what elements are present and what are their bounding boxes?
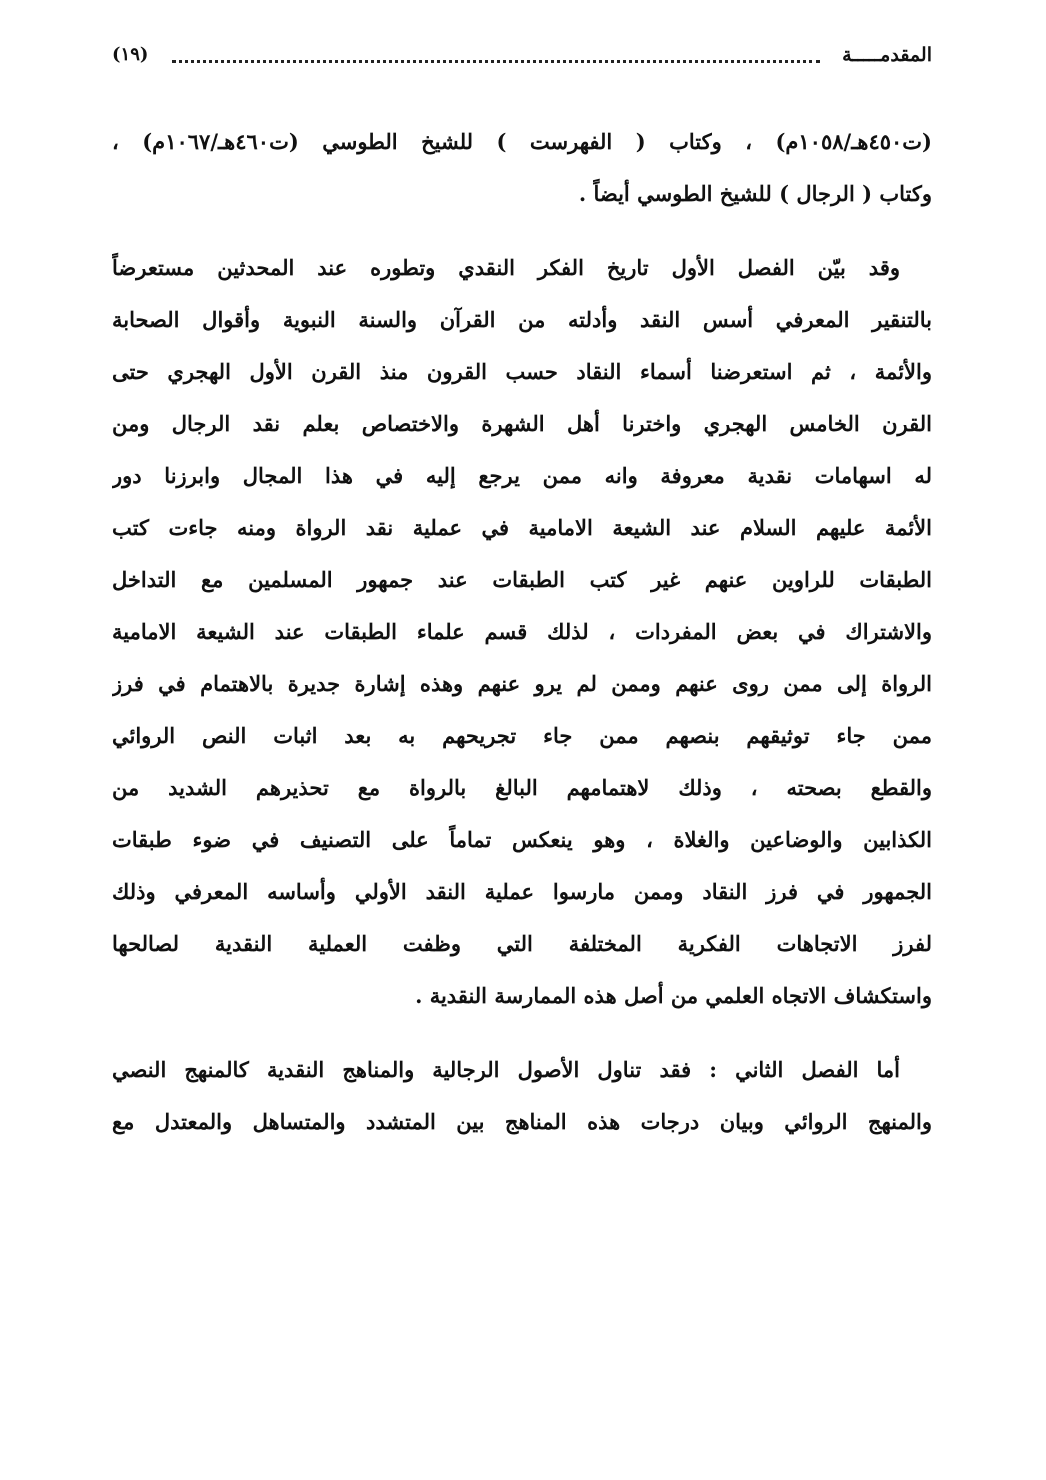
text-line: الكذابين والوضاعين والغلاة ، وهو ينعكس تماماً على التصنيف في ضوء طبقات xyxy=(112,827,932,852)
text-line: بالتنقير المعرفي أسس النقد وأدلته من القرآن والسنة النبوية وأقوال الصحابة xyxy=(112,307,932,332)
text-line: أما الفصل الثاني : فقد تناول الأصول الرجالية والمناهج النقدية كالمنهج النصي xyxy=(112,1057,900,1082)
paragraph-gap xyxy=(112,1022,932,1044)
paragraph-2 xyxy=(112,242,932,1022)
text-line: وكتاب ( الرجال ) للشيخ الطوسي أيضاً . xyxy=(578,181,932,206)
text-line: الطبقات للراوين عنهم غير كتب الطبقات عند جمهور المسلمين مع التداخل xyxy=(112,567,932,592)
page-number: (١٩) xyxy=(112,44,149,65)
text-line: الرواة إلى ممن روى عنهم وممن لم يرو عنهم وهذه إشارة جديرة بالاهتمام في فرز xyxy=(112,671,932,696)
text-line: له اسهامات نقدية معروفة وانه ممن يرجع إليه في هذا المجال وابرزنا دور xyxy=(112,463,932,488)
text-line: والقطع بصحته ، وذلك لاهتمامهم البالغ بالرواة مع تحذيرهم الشديد من xyxy=(112,775,932,800)
text-line: والاشتراك في بعض المفردات ، لذلك قسم علماء الطبقات عند الشيعة الامامية xyxy=(112,619,932,644)
text-line: الأئمة عليهم السلام عند الشيعة الامامية في عملية نقد الرواة ومنه جاءت كتب xyxy=(112,515,932,540)
text-line: لفرز الاتجاهات الفكرية المختلفة التي وظفت العملية النقدية لصالحها xyxy=(112,931,932,956)
text-line: والأئمة ، ثم استعرضنا أسماء النقاد حسب القرون منذ القرن الأول الهجري حتى xyxy=(112,359,932,384)
page-body xyxy=(112,116,932,1148)
page-header xyxy=(112,38,932,74)
text-line: وقد بيّن الفصل الأول تاريخ الفكر النقدي وتطوره عند المحدثين مستعرضاً xyxy=(112,255,900,280)
text-line: القرن الخامس الهجري واخترنا أهل الشهرة والاختصاص بعلم نقد الرجال ومن xyxy=(112,411,932,436)
text-line: واستكشاف الاتجاه العلمي من أصل هذه الممارسة النقدية . xyxy=(415,983,932,1008)
text-line: والمنهج الروائي وبيان درجات هذه المناهج بين المتشدد والمتساهل والمعتدل مع xyxy=(112,1109,932,1134)
paragraph-3 xyxy=(112,1044,932,1148)
header-title: المقدمـــــة xyxy=(842,44,932,66)
header-dotted-leader xyxy=(172,60,820,63)
paragraph-1 xyxy=(112,116,932,220)
text-line: ممن جاء توثيقهم بنصهم ممن جاء تجريحهم به بعد اثبات النص الروائي xyxy=(112,723,932,748)
text-line: الجمهور في فرز النقاد وممن مارسوا عملية النقد الأولي وأساسه المعرفي وذلك xyxy=(112,879,932,904)
text-line: (ت٤٥٠هـ/١٠٥٨م) ، وكتاب ( الفهرست ) للشيخ الطوسي (ت٤٦٠هـ/١٠٦٧م) ، xyxy=(112,129,932,154)
paragraph-gap xyxy=(112,220,932,242)
